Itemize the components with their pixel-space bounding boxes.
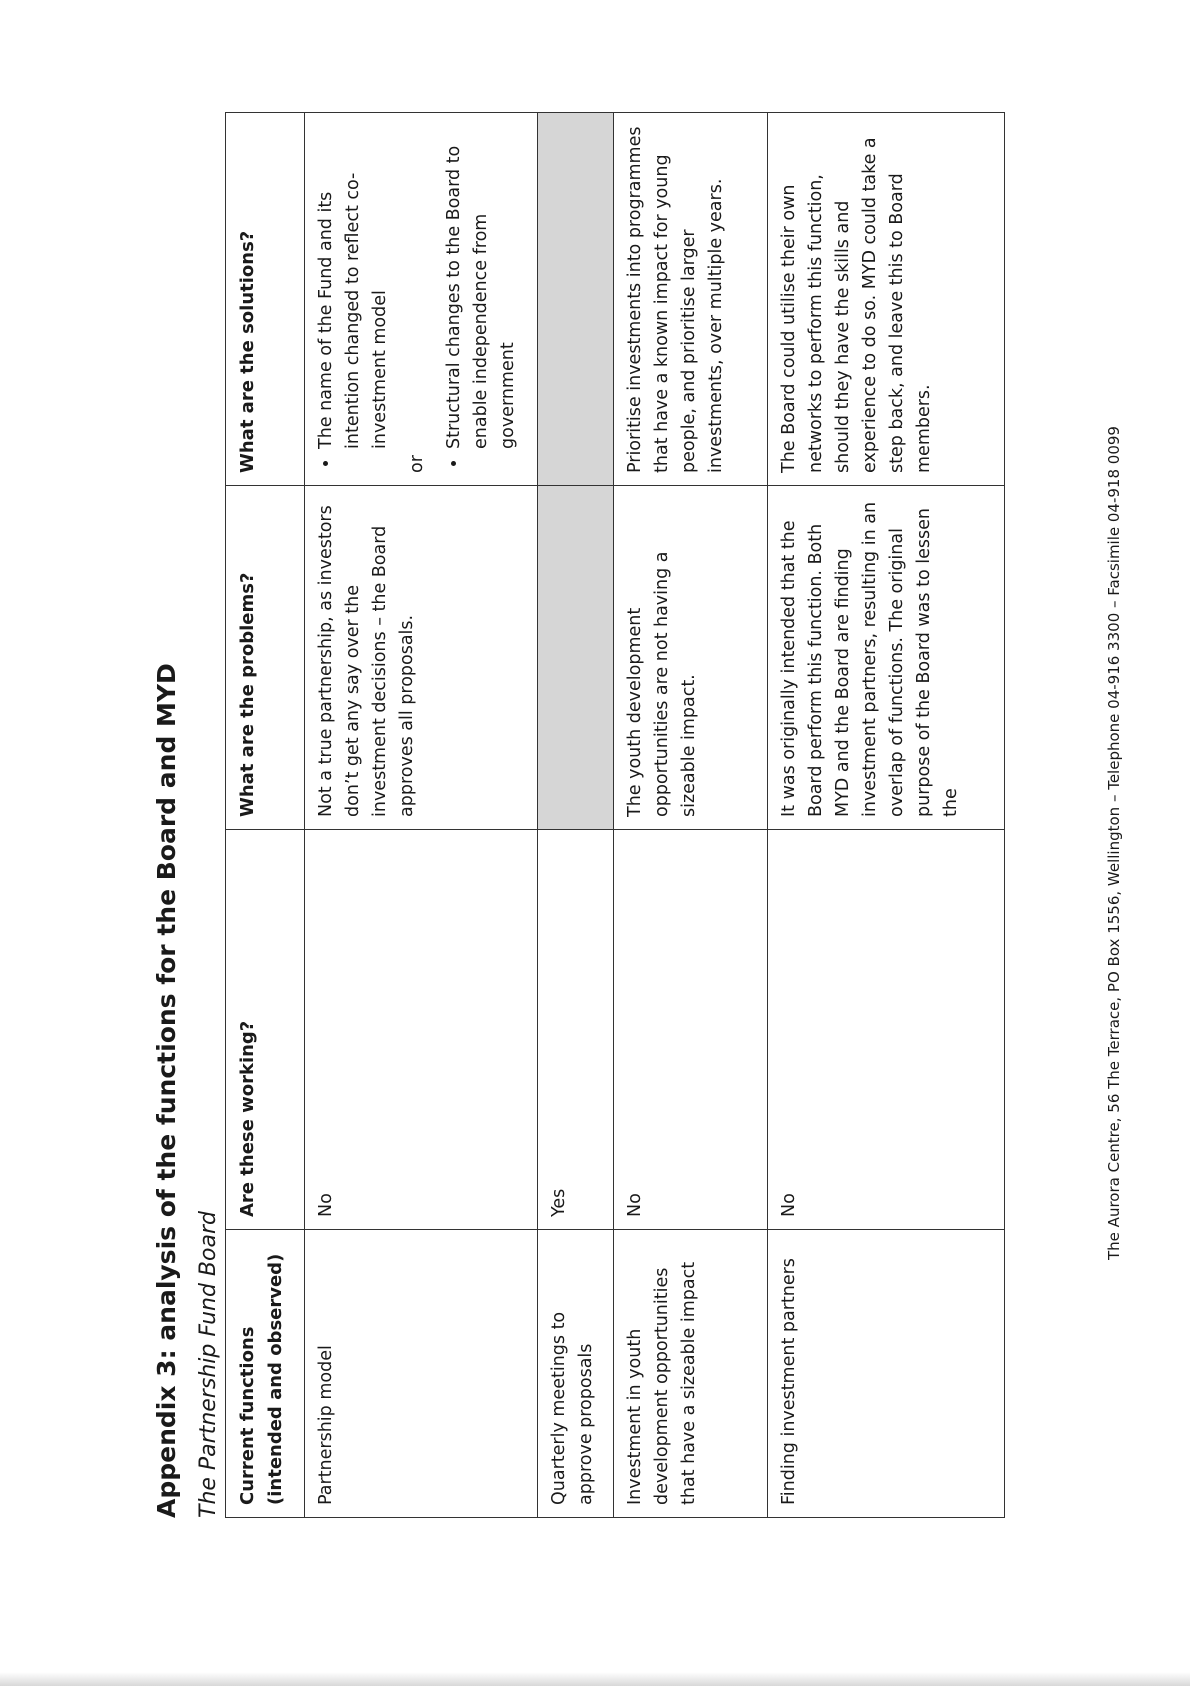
cell-problems: It was originally intended that the Board perform this function. Both MYD and the Board are finding investment partners, resulting in an overlap of functions. The original purpose of the Board was to lessen the [768, 486, 1005, 830]
cell-working: No [305, 830, 538, 1230]
solution-or: or [407, 455, 427, 473]
table-row [614, 113, 768, 1518]
solutions-list [313, 123, 394, 473]
cell-working: Yes [538, 830, 614, 1230]
table-header-row [226, 113, 305, 1518]
cell-function: Partnership model [305, 1230, 538, 1518]
analysis-table [225, 112, 1005, 1518]
header-are-these-working: Are these working? [226, 830, 305, 1230]
cell-working: No [614, 830, 768, 1230]
scan-edge [0, 1672, 1190, 1686]
solution-bullet: • The name of the Fund and its intention changed to reflect co-investment model [313, 123, 394, 449]
page-footer: The Aurora Centre, 56 The Terrace, PO Box 1556, Wellington – Telephone 04-916 3300 – Facsimile 04-918 0099 [1105, 426, 1123, 1260]
cell-working: No [768, 830, 1005, 1230]
cell-problems-shaded [538, 486, 614, 830]
cell-problems: Not a true partnership, as investors don’t get any say over the investment decisions – the Board approves all proposals. [305, 486, 538, 830]
page-subtitle: The Partnership Fund Board [196, 1211, 221, 1518]
header-current-functions: Current functions (intended and observed) [226, 1230, 305, 1518]
solutions-list [441, 123, 522, 473]
cell-solutions: Prioritise investments into programmes that have a known impact for young people, and prioritise larger investments, over multiple years. [614, 113, 768, 486]
table-row [305, 113, 538, 1518]
cell-solutions-shaded [538, 113, 614, 486]
table-row [768, 113, 1005, 1518]
cell-function: Investment in youth development opportunities that have a sizeable impact [614, 1230, 768, 1518]
solution-bullet: • Structural changes to the Board to enable independence from government [441, 123, 522, 449]
cell-problems: The youth development opportunities are not having a sizeable impact. [614, 486, 768, 830]
cell-solutions: The Board could utilise their own networks to perform this function, should they have the skills and experience to do so. MYD could take a step back, and leave this to Board members. [768, 113, 1005, 486]
page-title: Appendix 3: analysis of the functions for the Board and MYD [152, 663, 181, 1518]
cell-function: Finding investment partners [768, 1230, 1005, 1518]
table-row [538, 113, 614, 1518]
cell-solutions [305, 113, 538, 486]
header-problems: What are the problems? [226, 486, 305, 830]
header-solutions: What are the solutions? [226, 113, 305, 486]
cell-function: Quarterly meetings to approve proposals [538, 1230, 614, 1518]
